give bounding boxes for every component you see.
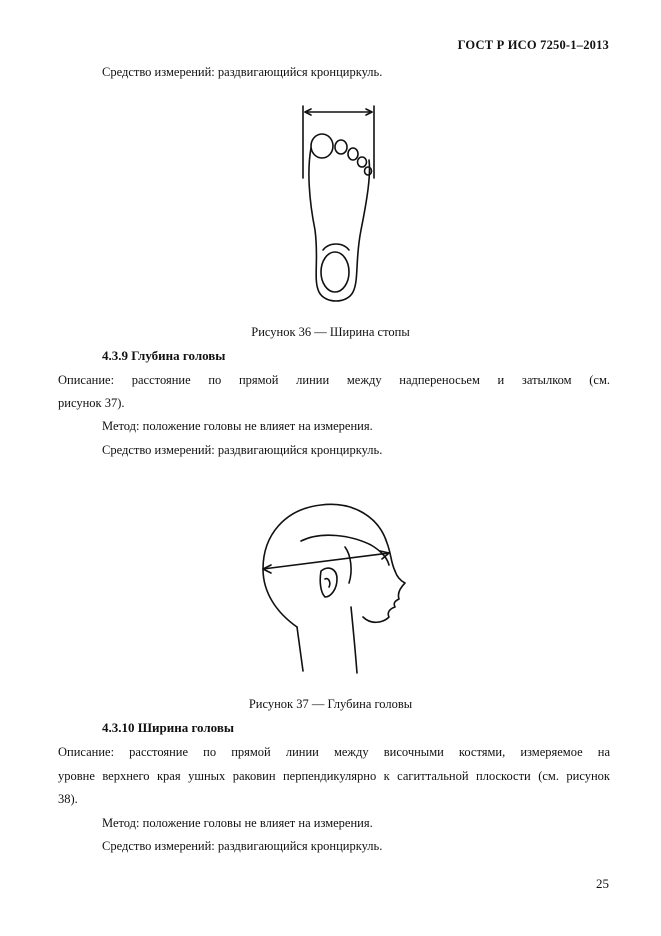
s4310-description-line1: Описание: расстояние по прямой линии между височными костями, измеряемое на [58, 745, 610, 759]
page-number: 25 [596, 876, 609, 891]
s4310-description-line2: уровне верхнего края ушных раковин перпендикулярно к сагиттальной плоскости (см. рисунок [58, 769, 610, 783]
s439-instrument: Средство измерений: раздвигающийся кронциркуль. [102, 443, 383, 457]
s439-method: Метод: положение головы не влияет на измерения. [102, 419, 373, 433]
prev-instrument-text: Средство измерений: раздвигающийся кронциркуль. [102, 65, 383, 79]
s439-description-line1: Описание: расстояние по прямой линии между надпереносьем и затылком (см. [58, 373, 610, 387]
foot-width-figure [295, 100, 385, 310]
head-depth-figure [255, 495, 415, 685]
s4310-method: Метод: положение головы не влияет на измерения. [102, 816, 373, 830]
section-4-3-9-heading: 4.3.9 Глубина головы [102, 348, 226, 363]
s4310-instrument: Средство измерений: раздвигающийся кронциркуль. [102, 839, 383, 853]
section-4-3-10-heading: 4.3.10 Ширина головы [102, 720, 235, 735]
s4310-description-line3: 38). [58, 792, 78, 806]
document-header: ГОСТ Р ИСО 7250-1–2013 [457, 38, 609, 52]
s439-description-line2: рисунок 37). [58, 396, 125, 410]
figure-36-caption: Рисунок 36 — Ширина стопы [251, 325, 410, 339]
figure-37-caption: Рисунок 37 — Глубина головы [248, 697, 413, 711]
